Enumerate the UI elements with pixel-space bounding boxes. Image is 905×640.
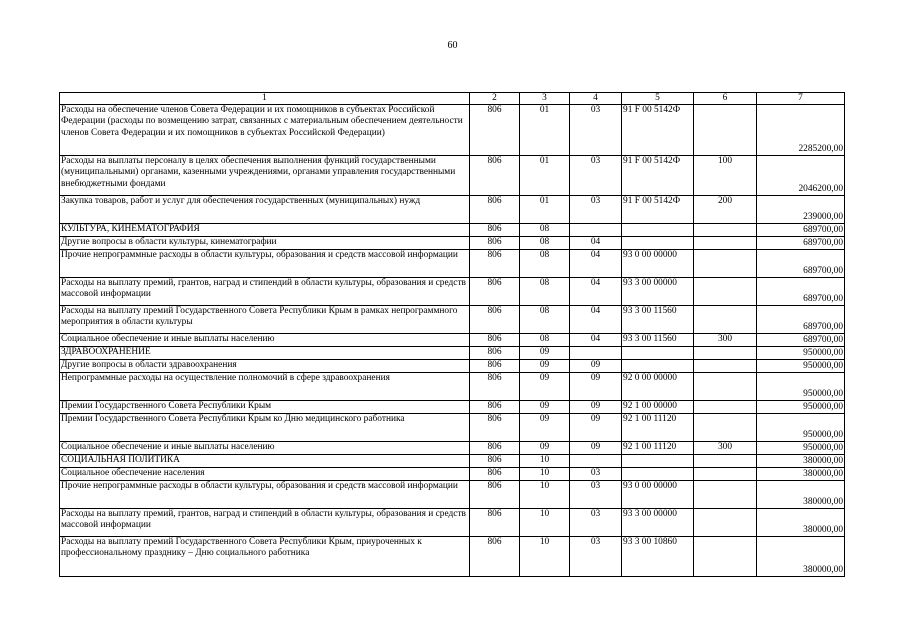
- row-section-cell: 09: [520, 442, 570, 455]
- row-target-article-cell: 92 1 00 11120: [622, 442, 694, 455]
- row-target-article-cell: 92 1 00 00000: [622, 401, 694, 414]
- row-grbs-cell: 806: [470, 347, 520, 360]
- row-name-cell: Другие вопросы в области здравоохранения: [60, 360, 470, 373]
- row-subsection-cell: 09: [570, 442, 622, 455]
- row-target-article-cell: [622, 360, 694, 373]
- table-row: [60, 278, 845, 306]
- row-sum-cell: 689700,00: [757, 334, 845, 347]
- row-section-cell: 08: [520, 224, 570, 237]
- row-target-article-cell: 91 F 00 5142Ф: [622, 156, 694, 196]
- row-expense-type-cell: [694, 401, 757, 414]
- row-grbs-cell: 806: [470, 481, 520, 509]
- row-subsection-cell: 09: [570, 373, 622, 401]
- row-sum-cell: 689700,00: [757, 224, 845, 237]
- row-sum-cell: 239000,00: [757, 196, 845, 224]
- table-row: [60, 442, 845, 455]
- row-section-cell: 09: [520, 347, 570, 360]
- table-row: [60, 537, 845, 577]
- row-grbs-cell: 806: [470, 224, 520, 237]
- row-sum-cell: 950000,00: [757, 414, 845, 442]
- row-expense-type-cell: [694, 509, 757, 537]
- row-expense-type-cell: [694, 250, 757, 278]
- table-header-row: [60, 93, 845, 105]
- row-grbs-cell: 806: [470, 509, 520, 537]
- row-section-cell: 10: [520, 537, 570, 577]
- header-cell-1: 1: [60, 93, 470, 105]
- row-subsection-cell: 03: [570, 509, 622, 537]
- table-row: [60, 105, 845, 156]
- row-section-cell: 09: [520, 360, 570, 373]
- row-sum-cell: 380000,00: [757, 509, 845, 537]
- row-sum-cell: 950000,00: [757, 442, 845, 455]
- row-target-article-cell: 93 3 00 11560: [622, 334, 694, 347]
- row-name-cell: Расходы на выплату премий Государственного Совета Республики Крым в рамках непрограммного мероприятия в области культуры: [60, 306, 470, 334]
- row-grbs-cell: 806: [470, 401, 520, 414]
- row-sum-cell: 689700,00: [757, 250, 845, 278]
- table-row: [60, 156, 845, 196]
- table-row: [60, 347, 845, 360]
- row-expense-type-cell: [694, 537, 757, 577]
- page-number: 60: [447, 40, 458, 51]
- row-section-cell: 08: [520, 278, 570, 306]
- row-expense-type-cell: [694, 105, 757, 156]
- table-row: [60, 401, 845, 414]
- row-subsection-cell: 04: [570, 250, 622, 278]
- row-subsection-cell: [570, 347, 622, 360]
- header-cell-6: 6: [694, 93, 757, 105]
- table-row: [60, 373, 845, 401]
- row-expense-type-cell: [694, 278, 757, 306]
- row-target-article-cell: 91 F 00 5142Ф: [622, 196, 694, 224]
- row-subsection-cell: 03: [570, 105, 622, 156]
- header-cell-2: 2: [470, 93, 520, 105]
- row-name-cell: СОЦИАЛЬНАЯ ПОЛИТИКА: [60, 455, 470, 468]
- row-subsection-cell: 09: [570, 414, 622, 442]
- row-name-cell: Другие вопросы в области культуры, кинематографии: [60, 237, 470, 250]
- row-name-cell: Премии Государственного Совета Республики Крым ко Дню медицинского работника: [60, 414, 470, 442]
- row-grbs-cell: 806: [470, 156, 520, 196]
- row-name-cell: КУЛЬТУРА, КИНЕМАТОГРАФИЯ: [60, 224, 470, 237]
- row-name-cell: Расходы на выплату премий, грантов, наград и стипендий в области культуры, образования и средств массовой информации: [60, 278, 470, 306]
- row-sum-cell: 950000,00: [757, 401, 845, 414]
- row-subsection-cell: 09: [570, 401, 622, 414]
- row-sum-cell: 689700,00: [757, 306, 845, 334]
- row-section-cell: 01: [520, 105, 570, 156]
- row-target-article-cell: [622, 455, 694, 468]
- table-row: [60, 250, 845, 278]
- row-section-cell: 08: [520, 237, 570, 250]
- row-target-article-cell: [622, 224, 694, 237]
- row-subsection-cell: 03: [570, 156, 622, 196]
- row-target-article-cell: 92 0 00 00000: [622, 373, 694, 401]
- table-row: [60, 468, 845, 481]
- row-sum-cell: 950000,00: [757, 360, 845, 373]
- table-row: [60, 481, 845, 509]
- row-target-article-cell: 91 F 00 5142Ф: [622, 105, 694, 156]
- row-section-cell: 08: [520, 334, 570, 347]
- row-name-cell: Расходы на выплату премий, грантов, наград и стипендий в области культуры, образования и средств массовой информации: [60, 509, 470, 537]
- row-subsection-cell: [570, 455, 622, 468]
- row-target-article-cell: 93 3 00 00000: [622, 509, 694, 537]
- table-row: [60, 334, 845, 347]
- row-target-article-cell: [622, 468, 694, 481]
- table-row: [60, 196, 845, 224]
- row-expense-type-cell: [694, 237, 757, 250]
- row-sum-cell: 380000,00: [757, 455, 845, 468]
- row-name-cell: Закупка товаров, работ и услуг для обеспечения государственных (муниципальных) нужд: [60, 196, 470, 224]
- row-section-cell: 01: [520, 156, 570, 196]
- row-grbs-cell: 806: [470, 537, 520, 577]
- row-name-cell: Премии Государственного Совета Республики Крым: [60, 401, 470, 414]
- row-name-cell: Прочие непрограммные расходы в области культуры, образования и средств массовой информации: [60, 481, 470, 509]
- row-sum-cell: 2046200,00: [757, 156, 845, 196]
- row-section-cell: 10: [520, 455, 570, 468]
- row-grbs-cell: 806: [470, 468, 520, 481]
- table-row: [60, 306, 845, 334]
- row-name-cell: Расходы на обеспечение членов Совета Федерации и их помощников в субъектах Российской Федерации (расходы по возмещению затрат, связанных с материальным обеспечением деятельности членов Совета Федерации и их помощников в субъектах Российской Федерации): [60, 105, 470, 156]
- row-section-cell: 09: [520, 401, 570, 414]
- row-subsection-cell: 03: [570, 537, 622, 577]
- header-cell-5: 5: [622, 93, 694, 105]
- row-target-article-cell: 93 3 00 00000: [622, 278, 694, 306]
- row-expense-type-cell: [694, 306, 757, 334]
- table-row: [60, 360, 845, 373]
- row-sum-cell: 950000,00: [757, 347, 845, 360]
- row-target-article-cell: 93 0 00 00000: [622, 250, 694, 278]
- row-expense-type-cell: [694, 455, 757, 468]
- row-name-cell: Социальное обеспечение населения: [60, 468, 470, 481]
- row-grbs-cell: 806: [470, 360, 520, 373]
- row-subsection-cell: 09: [570, 360, 622, 373]
- row-sum-cell: 950000,00: [757, 373, 845, 401]
- row-sum-cell: 2285200,00: [757, 105, 845, 156]
- row-sum-cell: 380000,00: [757, 481, 845, 509]
- row-grbs-cell: 806: [470, 237, 520, 250]
- row-section-cell: 09: [520, 373, 570, 401]
- row-expense-type-cell: [694, 373, 757, 401]
- row-expense-type-cell: 200: [694, 196, 757, 224]
- row-target-article-cell: 92 1 00 11120: [622, 414, 694, 442]
- row-sum-cell: 689700,00: [757, 278, 845, 306]
- row-section-cell: 10: [520, 509, 570, 537]
- row-subsection-cell: 03: [570, 481, 622, 509]
- table-row: [60, 455, 845, 468]
- row-expense-type-cell: [694, 347, 757, 360]
- row-sum-cell: 380000,00: [757, 537, 845, 577]
- row-target-article-cell: [622, 347, 694, 360]
- table-row: [60, 414, 845, 442]
- row-name-cell: ЗДРАВООХРАНЕНИЕ: [60, 347, 470, 360]
- row-subsection-cell: 04: [570, 237, 622, 250]
- row-expense-type-cell: [694, 360, 757, 373]
- table-row: [60, 224, 845, 237]
- row-section-cell: 01: [520, 196, 570, 224]
- row-expense-type-cell: [694, 468, 757, 481]
- row-subsection-cell: 04: [570, 306, 622, 334]
- row-grbs-cell: 806: [470, 455, 520, 468]
- row-grbs-cell: 806: [470, 334, 520, 347]
- row-section-cell: 09: [520, 414, 570, 442]
- row-subsection-cell: [570, 224, 622, 237]
- row-grbs-cell: 806: [470, 196, 520, 224]
- row-subsection-cell: 04: [570, 334, 622, 347]
- row-subsection-cell: 03: [570, 196, 622, 224]
- row-section-cell: 10: [520, 468, 570, 481]
- row-sum-cell: 380000,00: [757, 468, 845, 481]
- row-target-article-cell: 93 3 00 10860: [622, 537, 694, 577]
- row-expense-type-cell: 100: [694, 156, 757, 196]
- row-name-cell: Прочие непрограммные расходы в области культуры, образования и средств массовой информации: [60, 250, 470, 278]
- row-grbs-cell: 806: [470, 414, 520, 442]
- row-section-cell: 08: [520, 306, 570, 334]
- row-grbs-cell: 806: [470, 278, 520, 306]
- row-target-article-cell: 93 3 00 11560: [622, 306, 694, 334]
- row-name-cell: Социальное обеспечение и иные выплаты населению: [60, 334, 470, 347]
- row-name-cell: Социальное обеспечение и иные выплаты населению: [60, 442, 470, 455]
- row-subsection-cell: 03: [570, 468, 622, 481]
- header-cell-3: 3: [520, 93, 570, 105]
- row-grbs-cell: 806: [470, 306, 520, 334]
- header-cell-4: 4: [570, 93, 622, 105]
- row-name-cell: Непрограммные расходы на осуществление полномочий в сфере здравоохранения: [60, 373, 470, 401]
- row-subsection-cell: 04: [570, 278, 622, 306]
- row-section-cell: 08: [520, 250, 570, 278]
- table-row: [60, 509, 845, 537]
- row-target-article-cell: 93 0 00 00000: [622, 481, 694, 509]
- budget-table: [59, 92, 845, 577]
- row-section-cell: 10: [520, 481, 570, 509]
- row-expense-type-cell: [694, 481, 757, 509]
- row-grbs-cell: 806: [470, 105, 520, 156]
- row-expense-type-cell: [694, 414, 757, 442]
- row-grbs-cell: 806: [470, 442, 520, 455]
- row-expense-type-cell: 300: [694, 442, 757, 455]
- row-target-article-cell: [622, 237, 694, 250]
- row-name-cell: Расходы на выплату премий Государственного Совета Республики Крым, приуроченных к профессиональному празднику – Дню социального работника: [60, 537, 470, 577]
- row-grbs-cell: 806: [470, 250, 520, 278]
- row-expense-type-cell: 300: [694, 334, 757, 347]
- row-grbs-cell: 806: [470, 373, 520, 401]
- header-cell-7: 7: [757, 93, 845, 105]
- row-sum-cell: 689700,00: [757, 237, 845, 250]
- row-expense-type-cell: [694, 224, 757, 237]
- row-name-cell: Расходы на выплаты персоналу в целях обеспечения выполнения функций государственными (муниципальными) органами, казенными учреждениями, органами управления государственными внебюджетными фондами: [60, 156, 470, 196]
- table-row: [60, 237, 845, 250]
